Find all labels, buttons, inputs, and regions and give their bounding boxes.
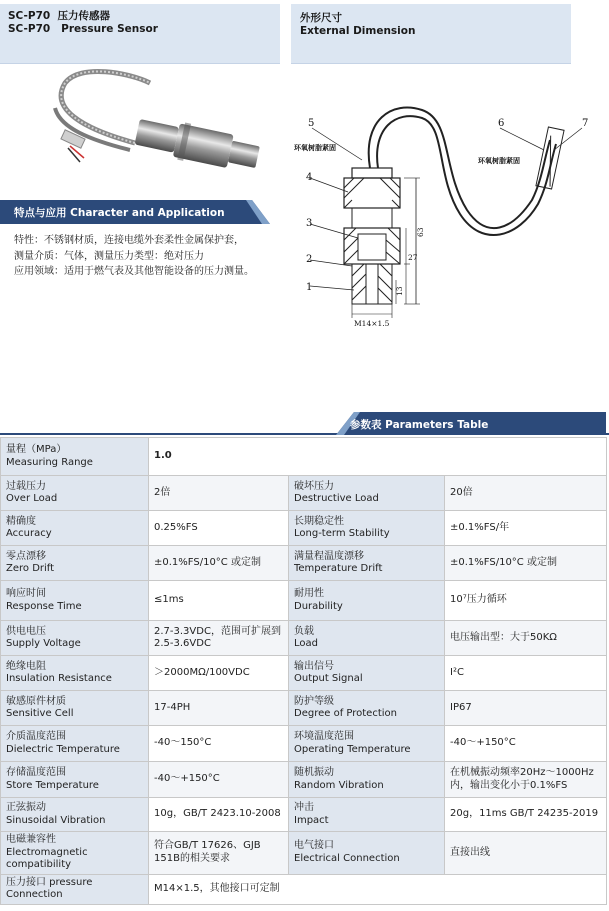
param-value: 符合GB/T 17626、GJB 151B的相关要求 (149, 832, 289, 875)
drawing-label-7: 7 (582, 118, 589, 129)
param-label: 负载 Load (289, 621, 445, 656)
feature-line: 特性：不锈钢材质，连接电缆外套柔性金属保护套， (14, 235, 244, 246)
table-row (1, 874, 607, 904)
drawing-label-3: 3 (306, 218, 313, 229)
params-title-tab (336, 412, 606, 435)
param-label: 破坏压力 Destructive Load (289, 476, 445, 511)
drawing-label-5: 5 (308, 118, 315, 129)
dim-height: 63 (416, 227, 425, 237)
param-value: 1.0 (149, 438, 607, 476)
param-label: 量程（MPa） Measuring Range (1, 438, 149, 476)
dimension-title-box (291, 4, 571, 64)
param-value: -40～+150°C (149, 762, 289, 798)
param-value: 10⁷压力循环 (445, 581, 607, 621)
table-row (1, 476, 607, 511)
product-title-box (0, 4, 280, 64)
param-value: ±0.1%FS/10°C 或定制 (445, 546, 607, 581)
param-label: 供电电压 Supply Voltage (1, 621, 149, 656)
param-label: 随机振动 Random Vibration (289, 762, 445, 798)
features-text (14, 233, 284, 280)
sensor-photo (40, 68, 270, 198)
table-row (1, 621, 607, 656)
drawing-clamp-label-left: 环氧树脂紧固 (294, 144, 336, 152)
parameters-table (0, 437, 607, 905)
drawing-label-6: 6 (498, 118, 505, 129)
table-row (1, 762, 607, 798)
param-value: 10g，GB/T 2423.10-2008 (149, 798, 289, 832)
param-value: 17-4PH (149, 691, 289, 726)
param-label: 响应时间 Response Time (1, 581, 149, 621)
product-title-cn: SC-P70 压力传感器 (8, 10, 110, 22)
param-value: ±0.1%FS/10°C 或定制 (149, 546, 289, 581)
param-value: M14×1.5，其他接口可定制 (149, 874, 607, 904)
param-value: 电压输出型：大于50KΩ (445, 621, 607, 656)
dim-thread-len: 13 (395, 286, 404, 296)
dim-inner: 27 (408, 253, 418, 262)
table-row (1, 726, 607, 762)
param-label: 过载压力 Over Load (1, 476, 149, 511)
param-label: 敏感原件材质 Sensitive Cell (1, 691, 149, 726)
dim-thread: M14×1.5 (354, 319, 390, 328)
param-label: 输出信号 Output Signal (289, 656, 445, 691)
param-value: 2.7-3.3VDC，范围可扩展到2.5-3.6VDC (149, 621, 289, 656)
param-label: 压力接口 pressure Connection (1, 874, 149, 904)
table-row (1, 656, 607, 691)
param-label: 介质温度范围 Dielectric Temperature (1, 726, 149, 762)
drawing-clamp-label-right: 环氧树脂紧固 (478, 157, 520, 165)
param-value: 0.25%FS (149, 511, 289, 546)
param-value: 直接出线 (445, 832, 607, 875)
param-value: 2倍 (149, 476, 289, 511)
param-label: 存储温度范围 Store Temperature (1, 762, 149, 798)
dimension-title-cn: 外形尺寸 (300, 12, 342, 24)
param-value: -40～+150°C (445, 726, 607, 762)
param-label: 环境温度范围 Operating Temperature (289, 726, 445, 762)
param-value: IP67 (445, 691, 607, 726)
drawing-label-2: 2 (306, 254, 313, 265)
params-title: 参数表 Parameters Table (350, 419, 489, 431)
param-label: 冲击 Impact (289, 798, 445, 832)
param-label: 精确度 Accuracy (1, 511, 149, 546)
table-row (1, 581, 607, 621)
param-label: 电磁兼容性 Electromagnetic compatibility (1, 832, 149, 875)
table-row (1, 832, 607, 875)
param-label: 零点漂移 Zero Drift (1, 546, 149, 581)
param-value: -40～150°C (149, 726, 289, 762)
feature-line: 应用领域：适用于燃气表及其他智能设备的压力测量。 (14, 266, 254, 277)
table-row (1, 511, 607, 546)
table-row (1, 798, 607, 832)
param-value: ≤1ms (149, 581, 289, 621)
param-value: 20g，11ms GB/T 24235-2019 (445, 798, 607, 832)
drawing-label-4: 4 (306, 172, 313, 183)
param-label: 绝缘电阻 Insulation Resistance (1, 656, 149, 691)
param-label: 防护等级 Degree of Protection (289, 691, 445, 726)
param-label: 长期稳定性 Long-term Stability (289, 511, 445, 546)
table-row (1, 438, 607, 476)
param-label: 电气接口 Electrical Connection (289, 832, 445, 875)
drawing-label-1: 1 (306, 282, 313, 293)
table-row (1, 691, 607, 726)
param-label: 耐用性 Durability (289, 581, 445, 621)
features-title: 特点与应用 Character and Application (14, 207, 225, 219)
param-label: 正弦振动 Sinusoidal Vibration (1, 798, 149, 832)
param-value: ＞2000MΩ/100VDC (149, 656, 289, 691)
table-row (1, 546, 607, 581)
feature-line: 测量介质：气体，测量压力类型：绝对压力 (14, 250, 204, 262)
param-value: I²C (445, 656, 607, 691)
param-value: 20倍 (445, 476, 607, 511)
product-title-en: SC-P70 Pressure Sensor (8, 23, 158, 35)
param-value: ±0.1%FS/年 (445, 511, 607, 546)
dimension-title-en: External Dimension (300, 25, 416, 37)
param-label: 满量程温度漂移 Temperature Drift (289, 546, 445, 581)
dimension-drawing (292, 100, 608, 330)
features-title-bar (0, 200, 270, 224)
param-value: 在机械振动频率20Hz～1000Hz内，输出变化小于0.1%FS (445, 762, 607, 798)
